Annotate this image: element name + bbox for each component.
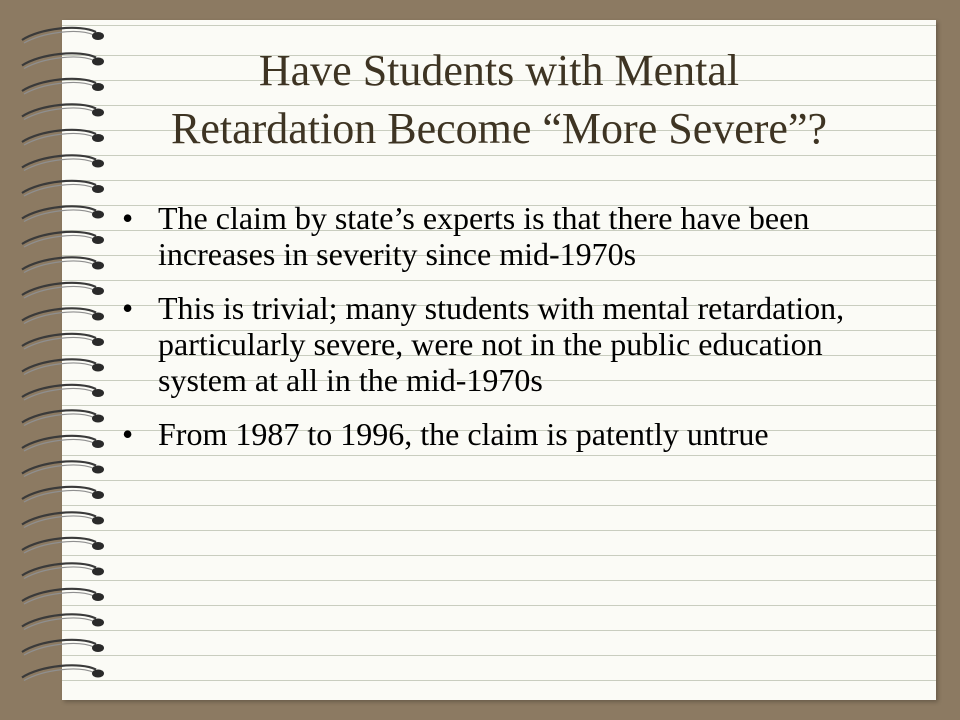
binding-hole	[92, 440, 104, 448]
bullet-text: This is trivial; many students with mental retardation, particularly severe, were not in the public education system at all in the mid-1970s	[158, 290, 845, 398]
binding-hole	[92, 236, 104, 244]
bullet-list	[118, 200, 898, 470]
binding-hole	[92, 593, 104, 601]
binding-hole	[92, 262, 104, 270]
bullet-icon: •	[122, 200, 134, 236]
binding-hole	[92, 619, 104, 627]
binding-hole	[92, 389, 104, 397]
bullet-icon: •	[122, 290, 134, 326]
bullet-item	[118, 200, 898, 272]
bullet-icon: •	[122, 416, 134, 452]
binding-hole	[92, 466, 104, 474]
binding-hole	[92, 211, 104, 219]
binding-hole	[92, 517, 104, 525]
title-line-1: Have Students with Mental	[258, 46, 740, 95]
binding-hole	[92, 568, 104, 576]
binding-hole	[92, 415, 104, 423]
binding-hole	[92, 670, 104, 678]
binding-hole	[92, 338, 104, 346]
binding-hole	[92, 32, 104, 40]
binding-hole	[92, 542, 104, 550]
binding-hole	[92, 287, 104, 295]
bullet-item	[118, 290, 898, 398]
binding-hole	[92, 491, 104, 499]
binding-hole	[92, 313, 104, 321]
bullet-item	[118, 416, 898, 452]
binding-hole	[92, 185, 104, 193]
title-line-2: Retardation Become “More Severe”?	[170, 104, 828, 153]
binding-hole	[92, 364, 104, 372]
binding-hole	[92, 160, 104, 168]
slide-title	[62, 42, 936, 158]
bullet-text: The claim by state’s experts is that there have been increases in severity since mid-1970s	[158, 200, 810, 272]
binding-hole	[92, 644, 104, 652]
bullet-text: From 1987 to 1996, the claim is patently untrue	[158, 416, 769, 452]
